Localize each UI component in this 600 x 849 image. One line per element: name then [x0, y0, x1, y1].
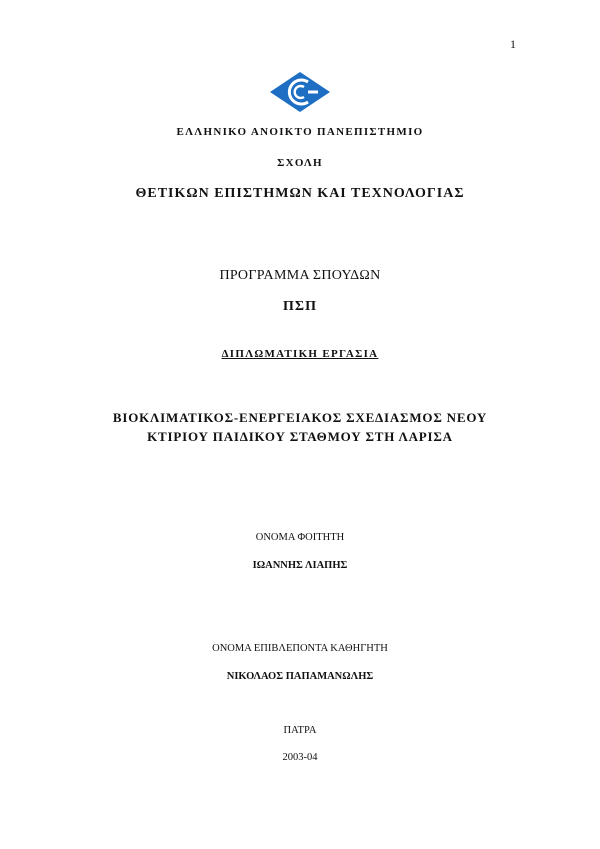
program-name: ΠΣΠ [283, 299, 317, 314]
thesis-title-line-2: ΚΤΙΡΙΟΥ ΠΑΙΔΙΚΟΥ ΣΤΑΘΜΟΥ ΣΤΗ ΛΑΡΙΣΑ [147, 429, 453, 444]
academic-year: 2003-04 [282, 752, 318, 763]
student-label: ΟΝΟΜΑ ΦΟΙΤΗΤΗ [255, 532, 345, 543]
university-name: ΕΛΛΗΝΙΚΟ ΑΝΟΙΚΤΟ ΠΑΝΕΠΙΣΤΗΜΙΟ [176, 126, 424, 138]
supervisor-label: ΟΝΟΜΑ ΕΠΙΒΛΕΠΟΝΤΑ ΚΑΘΗΓΗΤΗ [212, 643, 388, 654]
thesis-type: ΔΙΠΛΩΜΑΤΙΚΗ ΕΡΓΑΣΙΑ [221, 348, 379, 360]
city: ΠΑΤΡΑ [283, 725, 317, 736]
page-number: 1 [510, 37, 516, 51]
school-name: ΘΕΤΙΚΩΝ ΕΠΙΣΤΗΜΩΝ ΚΑΙ ΤΕΧΝΟΛΟΓΙΑΣ [135, 186, 465, 201]
student-name: ΙΩΑΝΝΗΣ ΛΙΑΠΗΣ [252, 560, 348, 571]
program-label: ΠΡΟΓΡΑΜΜΑ ΣΠΟΥΔΩΝ [219, 268, 381, 283]
school-label: ΣΧΟΛΗ [277, 157, 323, 169]
thesis-title-line-1: ΒΙΟΚΛΙΜΑΤΙΚΟΣ-ΕΝΕΡΓΕΙΑΚΟΣ ΣΧΕΔΙΑΣΜΟΣ ΝΕΟΥ [112, 410, 488, 425]
supervisor-name: ΝΙΚΟΛΑΟΣ ΠΑΠΑΜΑΝΩΛΗΣ [226, 671, 374, 682]
university-logo-icon [268, 70, 332, 114]
